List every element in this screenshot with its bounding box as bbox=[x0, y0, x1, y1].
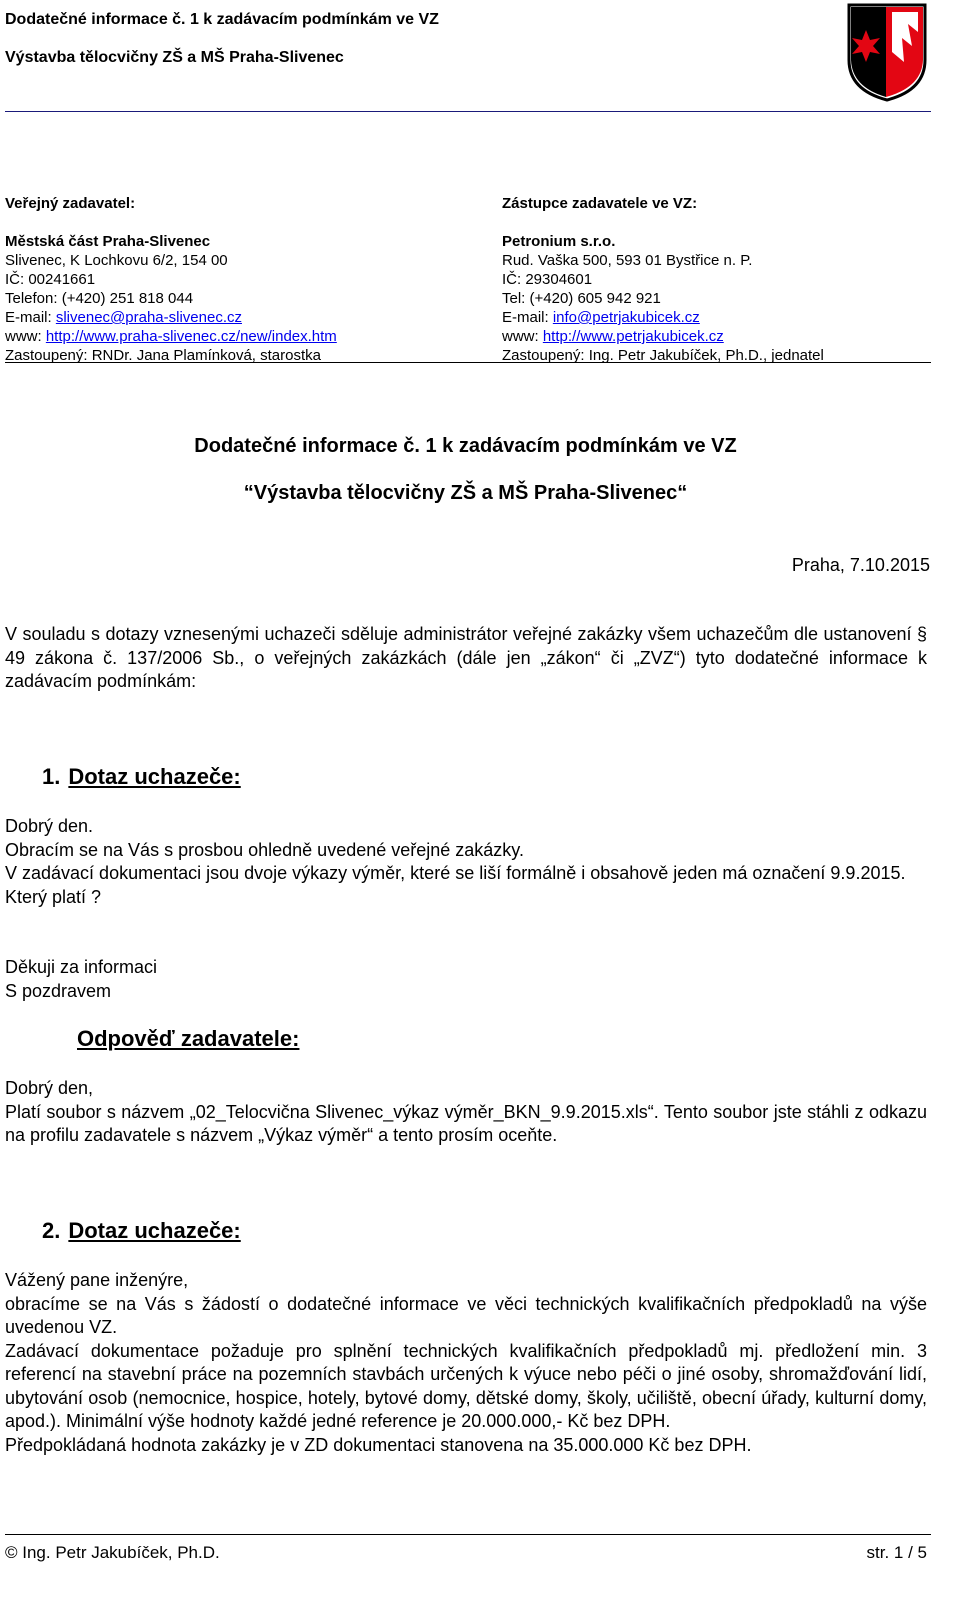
representative-heading: Zástupce zadavatele ve VZ: bbox=[502, 195, 698, 212]
question-1-thanks: Děkuji za informaci bbox=[5, 957, 158, 977]
contracting-authority-block bbox=[5, 194, 337, 365]
question-1-heading bbox=[42, 764, 241, 790]
header-divider bbox=[5, 111, 931, 112]
question-1-closing bbox=[5, 956, 927, 1003]
representative-address: Rud. Vaška 500, 593 01 Bystřice n. P. bbox=[502, 252, 753, 269]
contracting-authority-www-label: www: bbox=[5, 328, 46, 345]
document-date: Praha, 7.10.2015 bbox=[791, 555, 930, 575]
representative-block bbox=[502, 194, 824, 365]
representative-email-link[interactable]: info@petrjakubicek.cz bbox=[552, 309, 700, 326]
footer-author: © Ing. Petr Jakubíček, Ph.D. bbox=[5, 1543, 220, 1562]
representative-email-label: E-mail: bbox=[502, 309, 553, 326]
answer-1-heading: Odpověď zadavatele: bbox=[77, 1026, 300, 1051]
question-1-line-2: V zadávací dokumentaci jsou dvoje výkazy výměr, které se liší formálně i obsahově jeden má označení 9.9.2015. bbox=[5, 863, 906, 883]
question-1-title: Dotaz uchazeče: bbox=[68, 764, 241, 789]
answer-1-greeting: Dobrý den, bbox=[5, 1078, 94, 1098]
question-2-number: 2. bbox=[42, 1218, 61, 1243]
representative-represented: Zastoupený: Ing. Petr Jakubíček, Ph.D., jednatel bbox=[502, 347, 824, 364]
question-2-title: Dotaz uchazeče: bbox=[68, 1218, 241, 1243]
question-2-paragraph-1: obracíme se na Vás s žádostí o dodatečné informace ve věci technických kvalifikačních předpokladů na výše uvedenou VZ. bbox=[5, 1293, 927, 1337]
contracting-authority-represented: Zastoupený: RNDr. Jana Plamínková, starostka bbox=[5, 347, 321, 364]
contracting-authority-email-link[interactable]: slivenec@praha-slivenec.cz bbox=[55, 309, 242, 326]
representative-www-link[interactable]: http://www.petrjakubicek.cz bbox=[542, 328, 724, 345]
representative-ic: IČ: 29304601 bbox=[502, 271, 593, 288]
question-2-paragraph-3: Předpokládaná hodnota zakázky je v ZD dokumentaci stanovena na 35.000.000 Kč bez DPH. bbox=[5, 1434, 752, 1455]
question-2-paragraph-2: Zadávací dokumentace požaduje pro splnění technických kvalifikačních předpokladů mj. předložení min. 3 referencí na stavební práce na pozemních stavbách určených k výuce nebo péči o jiné osoby, shromažďování lidí, ubytování osob (nemocnice, hospice, hotely, bytové domy, dětské domy, školy, učiliště, obecní úřady, kulturní domy, apod.). Minimální výše hodnoty každé jedné reference je 20.000.000,- Kč bez DPH. bbox=[5, 1340, 927, 1431]
question-1-number: 1. bbox=[42, 764, 61, 789]
contracting-authority-email-label: E-mail: bbox=[5, 309, 56, 326]
document-title: Dodatečné informace č. 1 k zadávacím podmínkám ve VZ bbox=[194, 435, 737, 457]
question-1-greeting: Dobrý den. bbox=[5, 816, 94, 836]
representative-www-label: www: bbox=[502, 328, 543, 345]
question-2-heading bbox=[42, 1218, 241, 1244]
question-1-line-3: Který platí ? bbox=[5, 886, 102, 907]
municipality-crest-icon bbox=[846, 2, 928, 102]
answer-1-text: Platí soubor s názvem „02_Telocvična Slivenec_výkaz výměr_BKN_9.9.2015.xls“. Tento soubor jste stáhli z odkazu na profilu zadavatele s názvem „Výkaz výměr“ a tento prosím oceňte. bbox=[5, 1101, 927, 1145]
contracting-authority-phone: Telefon: (+420) 251 818 044 bbox=[5, 290, 194, 307]
answer-1-body bbox=[5, 1077, 927, 1148]
question-2-body bbox=[5, 1269, 927, 1457]
contracting-authority-ic: IČ: 00241661 bbox=[5, 271, 96, 288]
contracting-authority-heading: Veřejný zadavatel: bbox=[5, 195, 136, 212]
intro-paragraph: V souladu s dotazy vznesenými uchazeči sděluje administrátor veřejné zakázky všem uchazečům dle ustanovení § 49 zákona č. 137/2006 Sb., o veřejných zakázkách (dále jen „zákon“ či „ZVZ“) tyto dodatečné informace k zadávacím podmínkám: bbox=[5, 624, 927, 691]
footer-page-number: str. 1 / 5 bbox=[866, 1543, 927, 1562]
contracting-authority-address: Slivenec, K Lochkovu 6/2, 154 00 bbox=[5, 252, 228, 269]
question-1-line-1: Obracím se na Vás s prosbou ohledně uvedené veřejné zakázky. bbox=[5, 839, 524, 860]
header-title: Dodatečné informace č. 1 k zadávacím podmínkám ve VZ bbox=[5, 11, 439, 28]
representative-name: Petronium s.r.o. bbox=[502, 233, 616, 250]
question-1-body bbox=[5, 815, 927, 909]
question-1-regards: S pozdravem bbox=[5, 980, 112, 1001]
header-subtitle: Výstavba tělocvičny ZŠ a MŠ Praha-Slivenec bbox=[5, 49, 344, 66]
contracting-authority-www-link[interactable]: http://www.praha-slivenec.cz/new/index.htm bbox=[45, 328, 337, 345]
question-2-greeting: Vážený pane inženýre, bbox=[5, 1270, 189, 1290]
representative-phone: Tel: (+420) 605 942 921 bbox=[502, 290, 661, 307]
parties-divider bbox=[5, 362, 931, 363]
contracting-authority-name: Městská část Praha-Slivenec bbox=[5, 233, 211, 250]
footer-divider bbox=[5, 1534, 931, 1535]
document-subtitle: “Výstavba tělocvičny ZŠ a MŠ Praha-Slivenec“ bbox=[243, 482, 688, 504]
